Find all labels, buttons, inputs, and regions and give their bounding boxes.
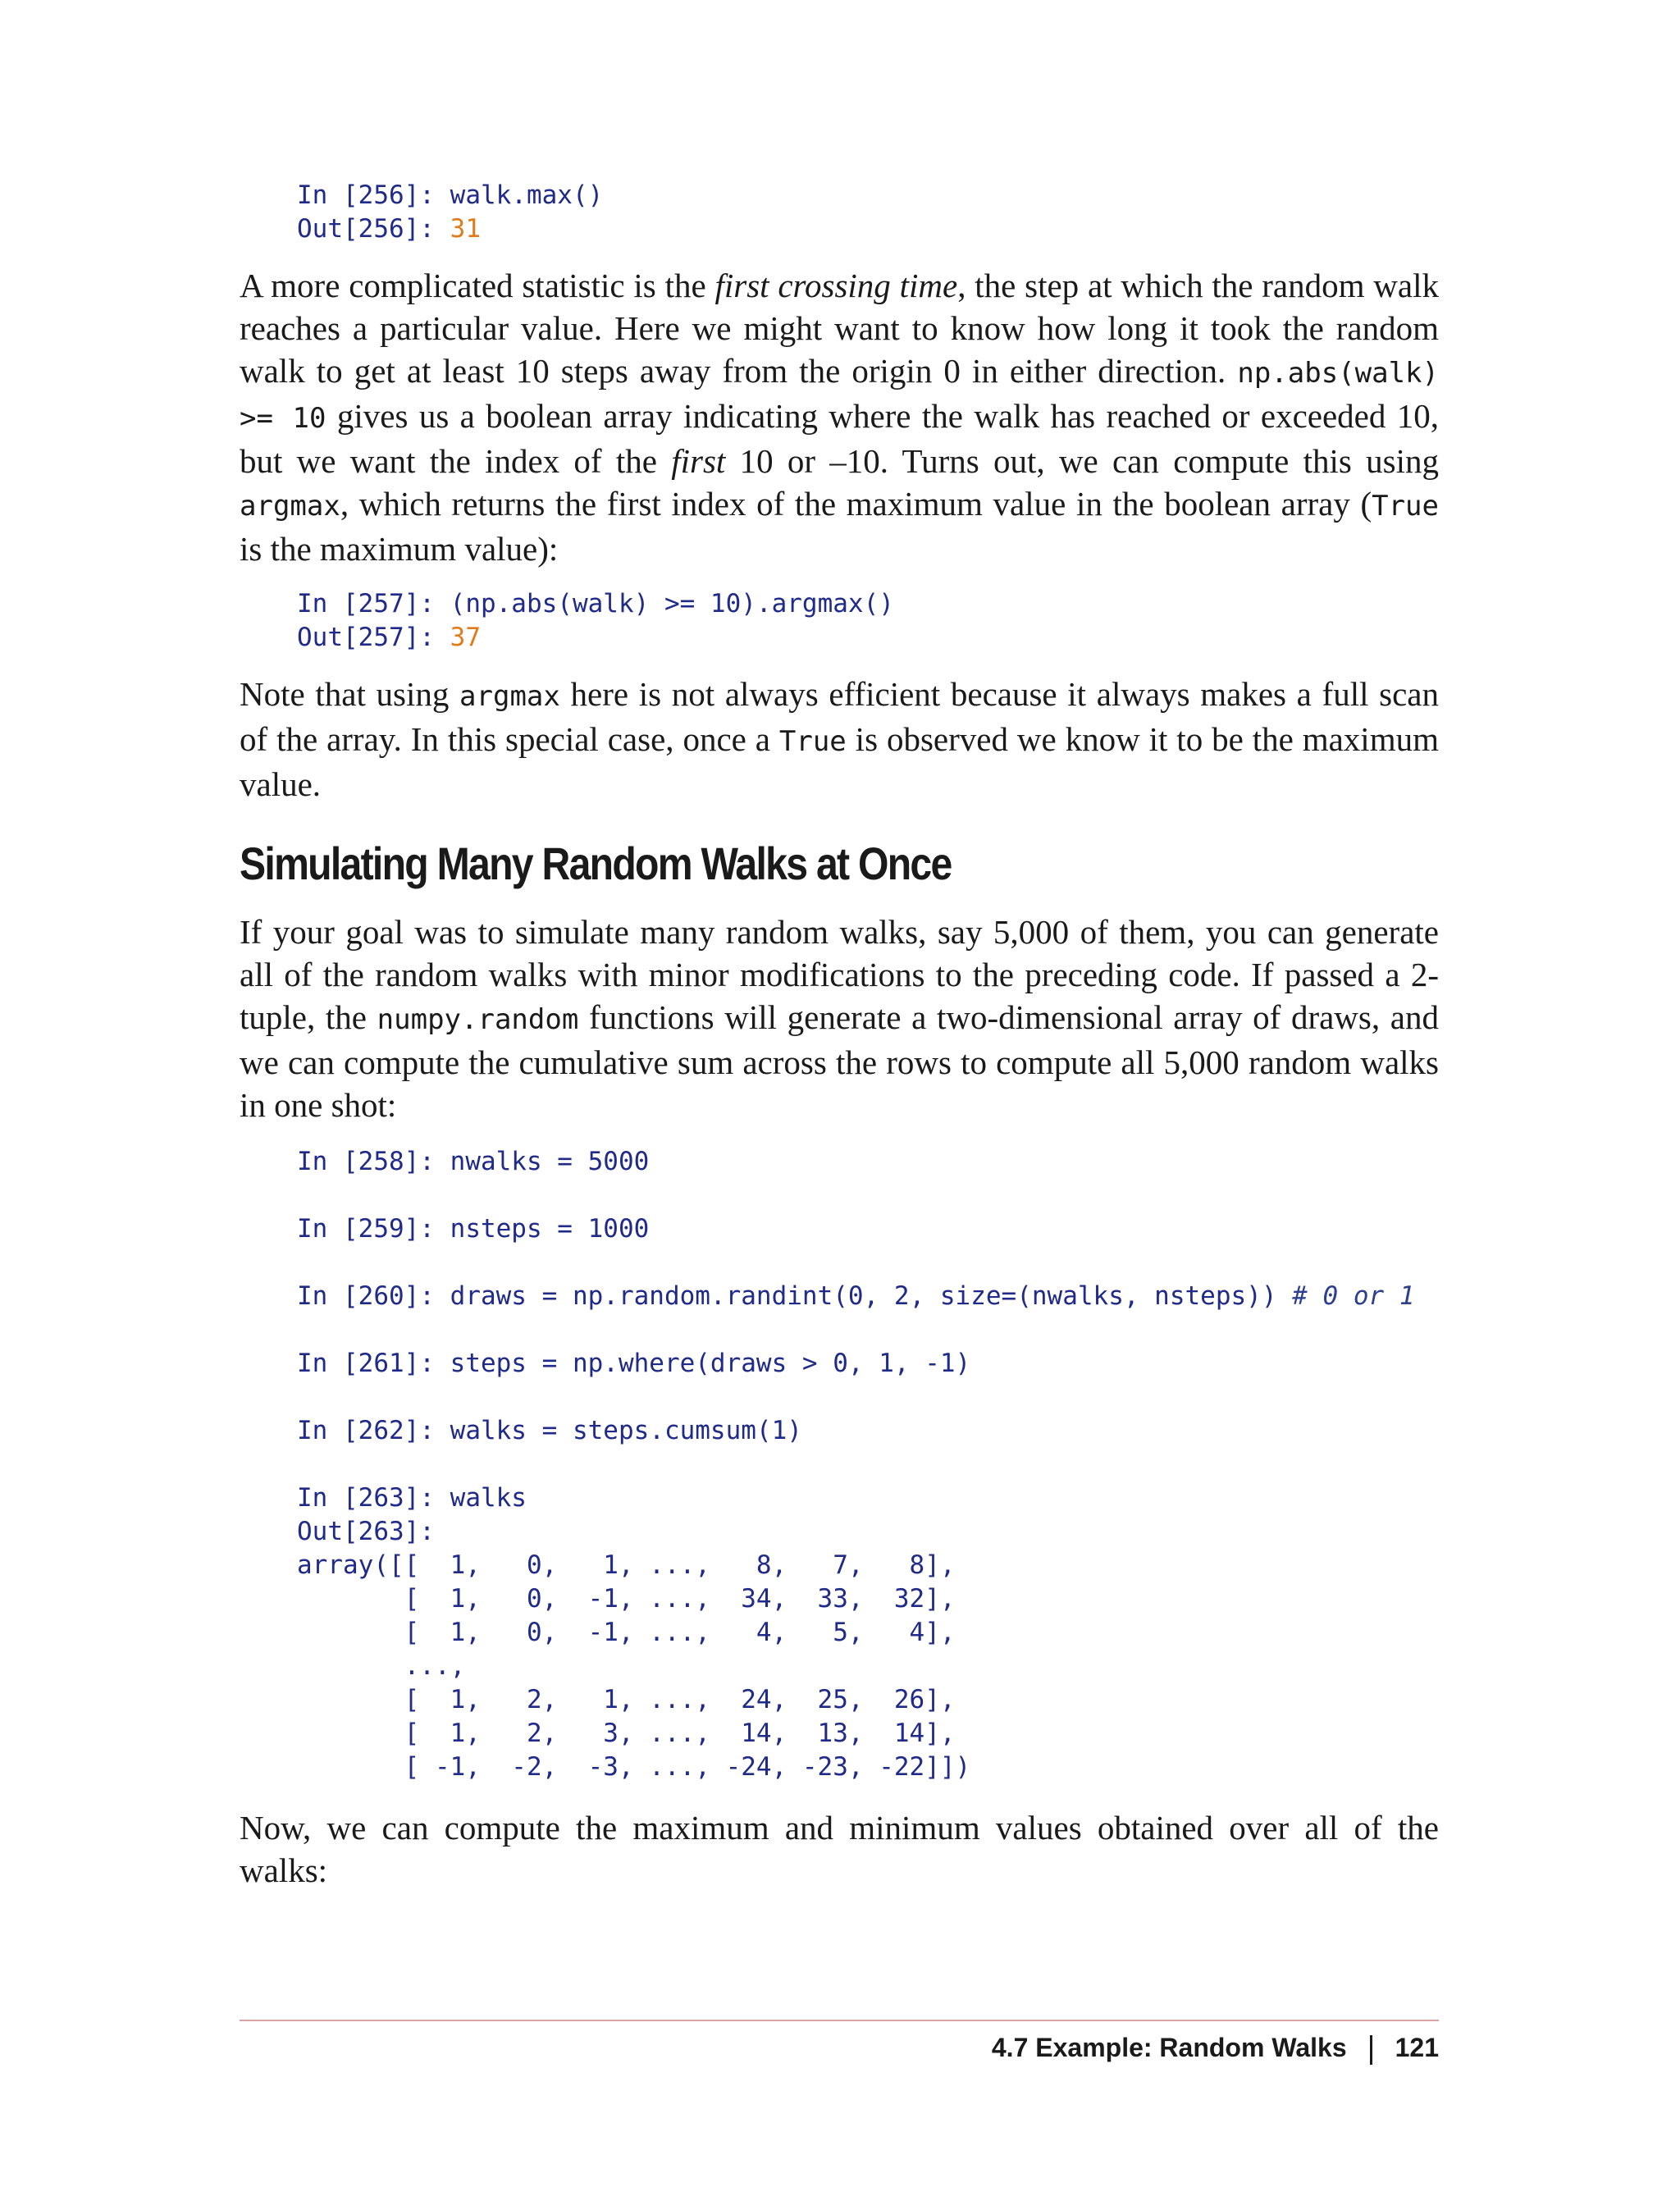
code-prompt: In [261]: [297, 1349, 435, 1378]
text: If your goal was to simulate many random walks, say 5,000 of them, you can generate all of the random walks with minor modifications to the preceding code. If passed a 2-tuple, the [240, 913, 1439, 1036]
code-block-many-walks [297, 1145, 1414, 1784]
text: here is not always efficient because it always makes a full scan of the array. In this special case, once a [240, 675, 1440, 758]
code-line: walks [450, 1483, 527, 1513]
text: functions will generate a two-dimensional array of draws, and we can compute the cumulative sum across the rows to compute all 5,000 random walks in one shot: [240, 998, 1439, 1124]
code-prompt: In [256]: [297, 180, 435, 210]
section-heading: Simulating Many Random Walks at Once [240, 838, 952, 889]
code-line: walks = steps.cumsum(1) [450, 1416, 802, 1445]
text: gives us a boolean array indicating where the walk has reached or exceeded 10, but we want the index of the [240, 397, 1439, 480]
footer-separator [1370, 2035, 1372, 2065]
code-prompt: In [260]: [297, 1281, 435, 1311]
inline-code: argmax [459, 680, 560, 713]
code-out-prompt: Out[257]: [297, 623, 435, 652]
array-line: [ 1, 2, 3, ..., 14, 13, 14], [297, 1719, 956, 1748]
footer-rule [240, 2020, 1439, 2021]
paragraph-max-min: Now, we can compute the maximum and minimum values obtained over all of the walks: [240, 1809, 1439, 1889]
emphasis: first crossing time [714, 267, 958, 304]
text: 10 or –10. Turns out, we can compute this using [725, 442, 1439, 480]
code-line: nsteps = 1000 [450, 1214, 650, 1244]
code-line: nwalks = 5000 [450, 1147, 650, 1176]
text: A more complicated statistic is the [240, 267, 715, 304]
inline-code: np.abs(walk) >= 10 [240, 357, 1439, 435]
inline-code: True [778, 725, 847, 758]
emphasis: first [671, 442, 726, 480]
code-line: (np.abs(walk) >= 10).argmax() [450, 589, 894, 619]
code-line: draws = np.random.randint(0, 2, size=(nwalks, nsteps)) [450, 1281, 1277, 1311]
paragraph-first-crossing [240, 264, 1439, 570]
page-number: 121 [1395, 2033, 1439, 2062]
code-out-prompt: Out[263]: [297, 1517, 435, 1546]
array-line: ..., [297, 1651, 466, 1681]
code-out-prompt: Out[256]: [297, 214, 435, 244]
paragraph-many-walks [240, 911, 1439, 1126]
code-line: walk.max() [450, 180, 604, 210]
inline-code: numpy.random [377, 1003, 579, 1036]
code-block-walk-max [297, 179, 603, 246]
array-line: [ 1, 0, -1, ..., 4, 5, 4], [297, 1618, 956, 1647]
inline-code: argmax [240, 490, 340, 523]
text: is observed we know it to be the maximum value. [240, 720, 1439, 803]
footer-section-title: 4.7 Example: Random Walks [991, 2033, 1347, 2062]
text: , which returns the first index of the maximum value in the boolean array ( [340, 485, 1372, 523]
page-footer [992, 2033, 1439, 2065]
code-prompt: In [262]: [297, 1416, 435, 1445]
text: , the step at which the random walk reaches a particular value. Here we might want to know how long it took the random walk to get at least 10 steps away from the origin 0 in either direction. [240, 267, 1440, 390]
code-prompt: In [257]: [297, 589, 435, 619]
code-out-value: 37 [450, 623, 481, 652]
text: is the maximum value): [240, 530, 559, 568]
code-prompt: In [263]: [297, 1483, 435, 1513]
code-comment: # 0 or 1 [1292, 1281, 1415, 1311]
array-line: [ 1, 0, -1, ..., 34, 33, 32], [297, 1584, 956, 1614]
array-line: [ 1, 2, 1, ..., 24, 25, 26], [297, 1685, 956, 1714]
text: Note that using [240, 675, 460, 713]
paragraph-argmax-note [240, 673, 1439, 806]
code-prompt: In [258]: [297, 1147, 435, 1176]
code-out-value: 31 [450, 214, 481, 244]
array-line: [ -1, -2, -3, ..., -24, -23, -22]]) [297, 1752, 971, 1782]
array-line: array([[ 1, 0, 1, ..., 8, 7, 8], [297, 1550, 956, 1580]
code-line: steps = np.where(draws > 0, 1, -1) [450, 1349, 971, 1378]
code-prompt: In [259]: [297, 1214, 435, 1244]
inline-code: True [1372, 490, 1439, 523]
code-block-argmax [297, 587, 894, 655]
